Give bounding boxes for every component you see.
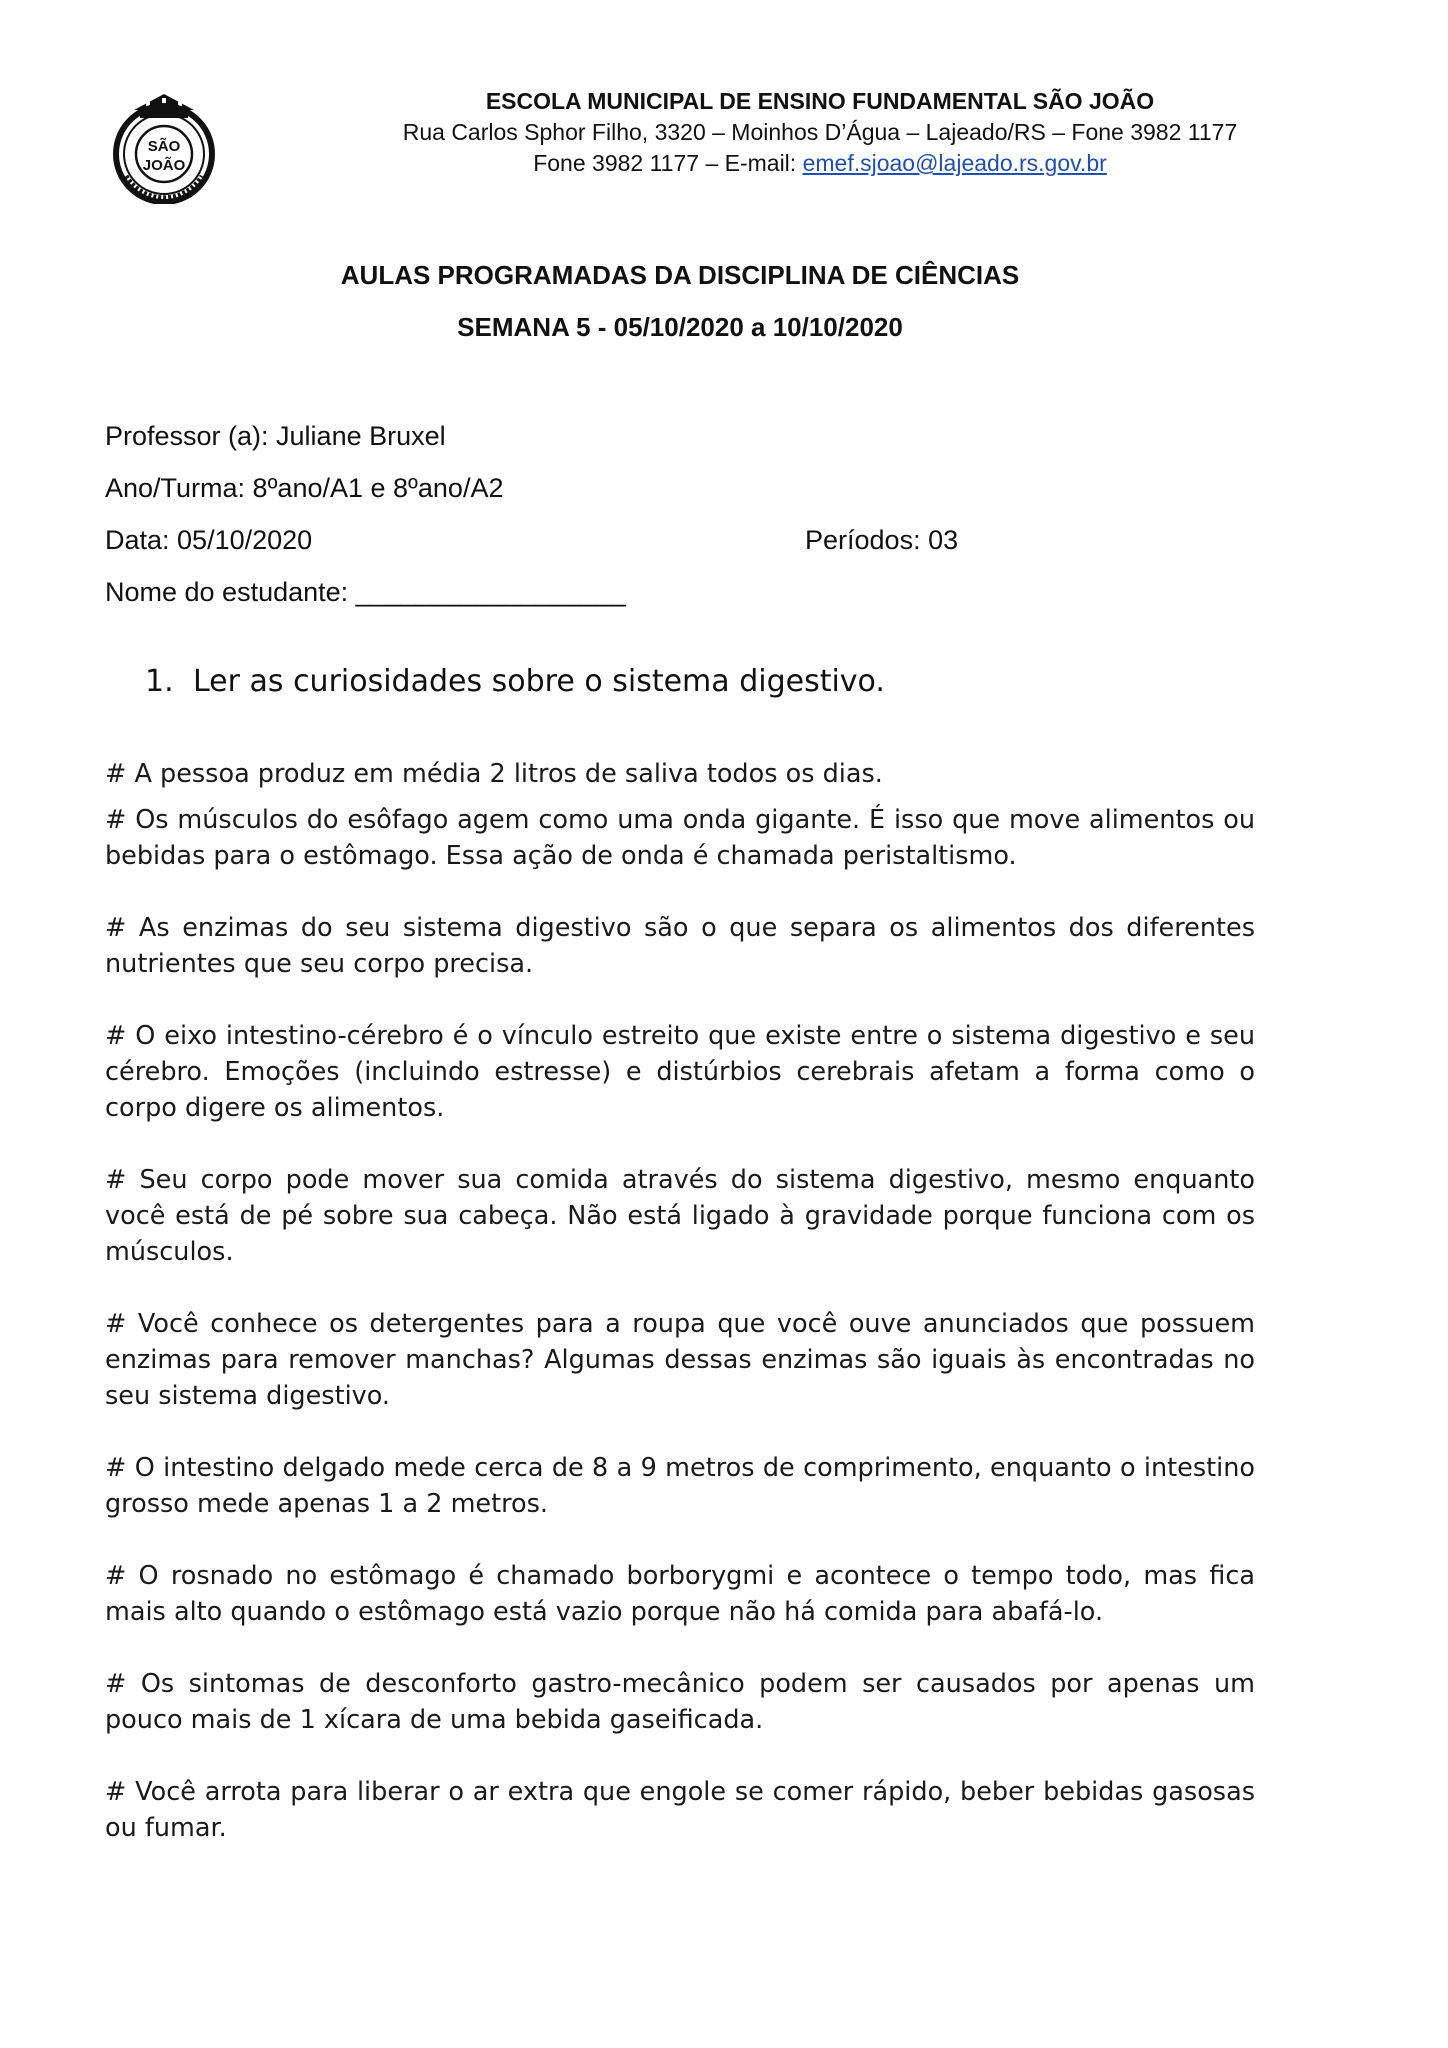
date-line: Data: 05/10/2020 xyxy=(105,525,313,555)
professor-line: Professor (a): Juliane Bruxel xyxy=(105,421,446,451)
school-address: Rua Carlos Sphor Filho, 3320 – Moinhos D’Água – Lajeado/RS – Fone 3982 1177 xyxy=(402,119,1238,145)
logo-text-bottom: JOÃO xyxy=(142,157,186,174)
task-number: 1. xyxy=(145,664,174,699)
date-row xyxy=(105,520,1105,572)
fact-item: # As enzimas do seu sistema digestivo são o que separa os alimentos dos diferentes nutrientes que seu corpo precisa. xyxy=(105,913,1255,979)
task-text: Ler as curiosidades sobre o sistema digestivo. xyxy=(193,664,885,699)
document-title: AULAS PROGRAMADAS DA DISCIPLINA DE CIÊNCIAS xyxy=(340,260,1020,290)
facts-list xyxy=(105,756,1255,1882)
student-name-line: Nome do estudante: __________________ xyxy=(105,577,626,607)
fact-item: # O rosnado no estômago é chamado borborygmi e acontece o tempo todo, mas fica mais alto quando o estômago está vazio porque não há comida para abafá-lo. xyxy=(105,1561,1255,1627)
school-name: ESCOLA MUNICIPAL DE ENSINO FUNDAMENTAL SÃO JOÃO xyxy=(485,88,1155,114)
week-title: SEMANA 5 - 05/10/2020 a 10/10/2020 xyxy=(457,312,903,342)
contact-prefix: Fone 3982 1177 – E-mail: xyxy=(533,150,803,176)
periodos-line: Períodos: 03 xyxy=(805,525,959,555)
fact-item: # Os sintomas de desconforto gastro-mecânico podem ser causados por apenas um pouco mais de 1 xícara de uma bebida gaseificada. xyxy=(105,1669,1255,1735)
class-info xyxy=(105,416,1105,624)
turma-line: Ano/Turma: 8ºano/A1 e 8ºano/A2 xyxy=(105,473,504,503)
letterhead xyxy=(300,86,1340,179)
fact-item: # Seu corpo pode mover sua comida através do sistema digestivo, mesmo enquanto você está de pé sobre sua cabeça. Não está ligado à gravidade porque funciona com os músculos. xyxy=(105,1165,1255,1267)
school-logo xyxy=(104,88,224,204)
fact-item: # Você conhece os detergentes para a roupa que você ouve anunciados que possuem enzimas para remover manchas? Algumas dessas enzimas são iguais às encontradas no seu sistema digestivo. xyxy=(105,1309,1255,1411)
fact-item: # O eixo intestino-cérebro é o vínculo estreito que existe entre o sistema digestivo e seu cérebro. Emoções (incluindo estresse) e distúrbios cerebrais afetam a forma como o corpo digere os alimentos. xyxy=(105,1021,1255,1123)
school-contact xyxy=(300,148,1340,179)
fact-item: # Você arrota para liberar o ar extra que engole se comer rápido, beber bebidas gasosas ou fumar. xyxy=(105,1777,1255,1843)
fact-item: # O intestino delgado mede cerca de 8 a 9 metros de comprimento, enquanto o intestino grosso mede apenas 1 a 2 metros. xyxy=(105,1453,1255,1519)
fact-item: # A pessoa produz em média 2 litros de saliva todos os dias. xyxy=(105,759,883,789)
logo-text-top: SÃO xyxy=(147,138,181,155)
document-titles xyxy=(180,255,1180,359)
task-item xyxy=(145,664,885,699)
fact-item: # Os músculos do esôfago agem como uma onda gigante. É isso que move alimentos ou bebidas para o estômago. Essa ação de onda é chamada peristaltismo. xyxy=(105,805,1255,871)
email-link[interactable]: emef.sjoao@lajeado.rs.gov.br xyxy=(802,150,1107,176)
